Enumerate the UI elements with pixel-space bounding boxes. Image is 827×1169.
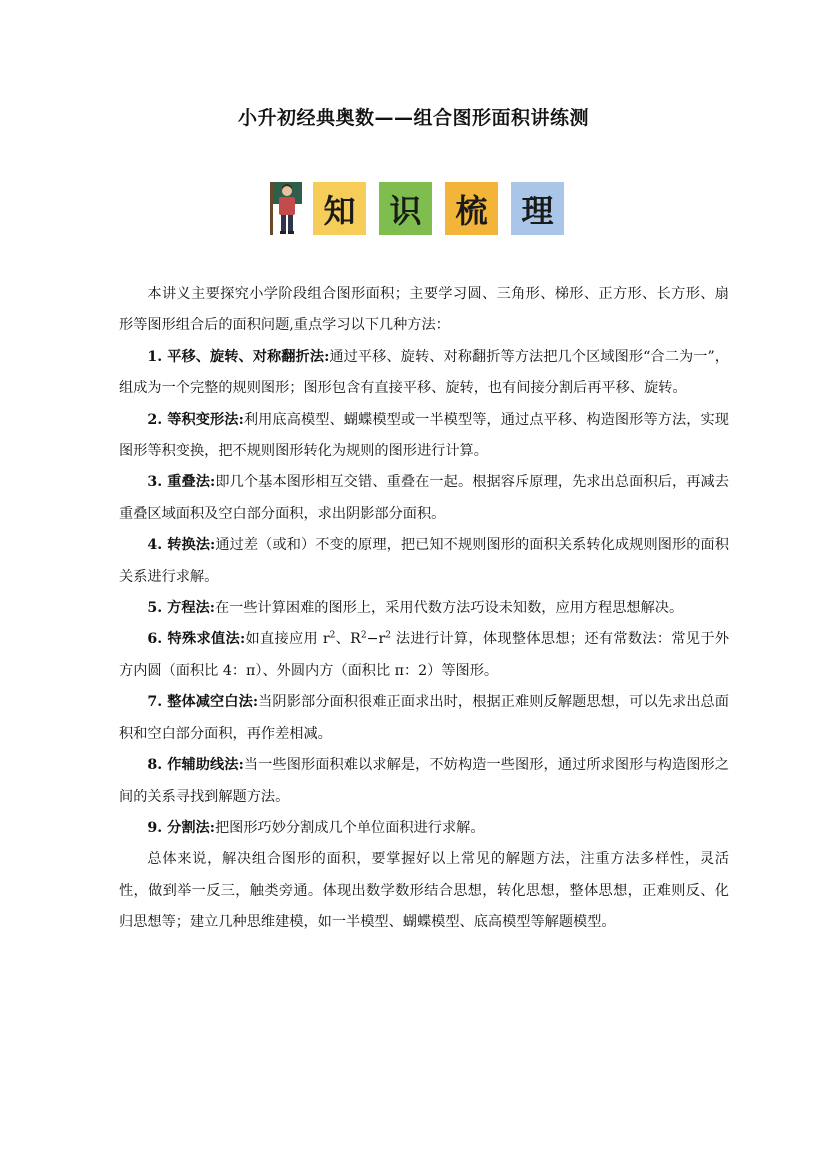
method-item <box>119 687 729 750</box>
method-text-a: 如直接应用 r <box>245 631 330 648</box>
method-text-c: −r <box>366 631 386 648</box>
method-title: 7. 整体减空白法: <box>147 694 259 711</box>
knowledge-banner <box>270 181 564 236</box>
document-body <box>119 279 729 939</box>
banner-tile-li: 理 <box>511 182 564 235</box>
method-text: 把图形巧妙分割成几个单位面积进行求解。 <box>214 819 485 836</box>
method-item <box>119 750 729 813</box>
method-text-d: 法进行计算，体现整体思想；还有常数法：常见于外方内圆（面积比 4：π）、外圆内方（面积比 π：2）等图形。 <box>119 631 730 679</box>
banner-tile-zhi: 知 <box>313 182 366 235</box>
method-text: 在一些计算困难的图形上，采用代数方法巧设未知数，应用方程思想解决。 <box>214 600 684 617</box>
superscript: 2 <box>329 630 336 641</box>
intro-paragraph: 本讲义主要探究小学阶段组合图形面积；主要学习圆、三角形、梯形、正方形、长方形、扇形等图形组合后的面积问题,重点学习以下几种方法： <box>119 286 729 334</box>
method-title: 4. 转换法: <box>147 537 216 554</box>
method-title: 5. 方程法: <box>147 600 215 617</box>
method-item <box>119 593 729 624</box>
method-title: 8. 作辅助线法: <box>147 757 244 774</box>
method-title: 9. 分割法: <box>147 819 215 836</box>
banner-tile-shi: 识 <box>379 182 432 235</box>
method-text: 当阴影部分面积很难正面求出时，根据正难则反解题思想，可以先求出总面积和空白部分面积，再作差相减。 <box>119 694 729 742</box>
method-text: 利用底高模型、蝴蝶模型或一半模型等，通过点平移、构造图形等方法，实现图形等积变换，把不规则图形转化为规则的图形进行计算。 <box>119 411 729 460</box>
teacher-illustration-icon <box>270 181 304 236</box>
banner-tile-shu: 梳 <box>445 182 498 235</box>
method-item <box>119 342 729 405</box>
method-item <box>119 530 729 593</box>
method-title: 1. 平移、旋转、对称翻折法: <box>147 348 330 365</box>
summary-paragraph: 总体来说，解决组合图形的面积，要掌握好以上常见的解题方法，注重方法多样性，灵活性，做到举一反三，触类旁通。体现出数学数形结合思想，转化思想，整体思想，正难则反、化归思想等；建立几种思维建模，如一半模型、蝴蝶模型、底高模型等解题模型。 <box>119 851 729 931</box>
document-title: 小升初经典奥数——组合图形面积讲练测 <box>237 107 589 129</box>
superscript: 2 <box>385 630 391 641</box>
superscript: 2 <box>360 630 367 641</box>
method-text-b: 、R <box>335 631 361 648</box>
method-title: 3. 重叠法: <box>147 474 216 491</box>
method-title: 6. 特殊求值法: <box>147 631 246 648</box>
method-item <box>119 467 729 530</box>
method-text: 通过平移、旋转、对称翻折等方法把几个区域图形“合二为一”，组成为一个完整的规则图形；图形包含有直接平移、旋转，也有间接分割后再平移、旋转。 <box>119 348 729 397</box>
method-text: 当一些图形面积难以求解是，不妨构造一些图形，通过所求图形与构造图形之间的关系寻找到解题方法。 <box>119 757 729 805</box>
method-title: 2. 等积变形法: <box>147 411 244 428</box>
method-item <box>119 405 729 468</box>
method-text: 即几个基本图形相互交错、重叠在一起。根据容斥原理，先求出总面积后，再减去重叠区域面积及空白部分面积，求出阴影部分面积。 <box>119 474 729 522</box>
method-item <box>119 813 729 844</box>
method-text: 通过差（或和）不变的原理，把已知不规则图形的面积关系转化成规则图形的面积关系进行求解。 <box>119 537 729 585</box>
method-item-special <box>119 624 729 687</box>
